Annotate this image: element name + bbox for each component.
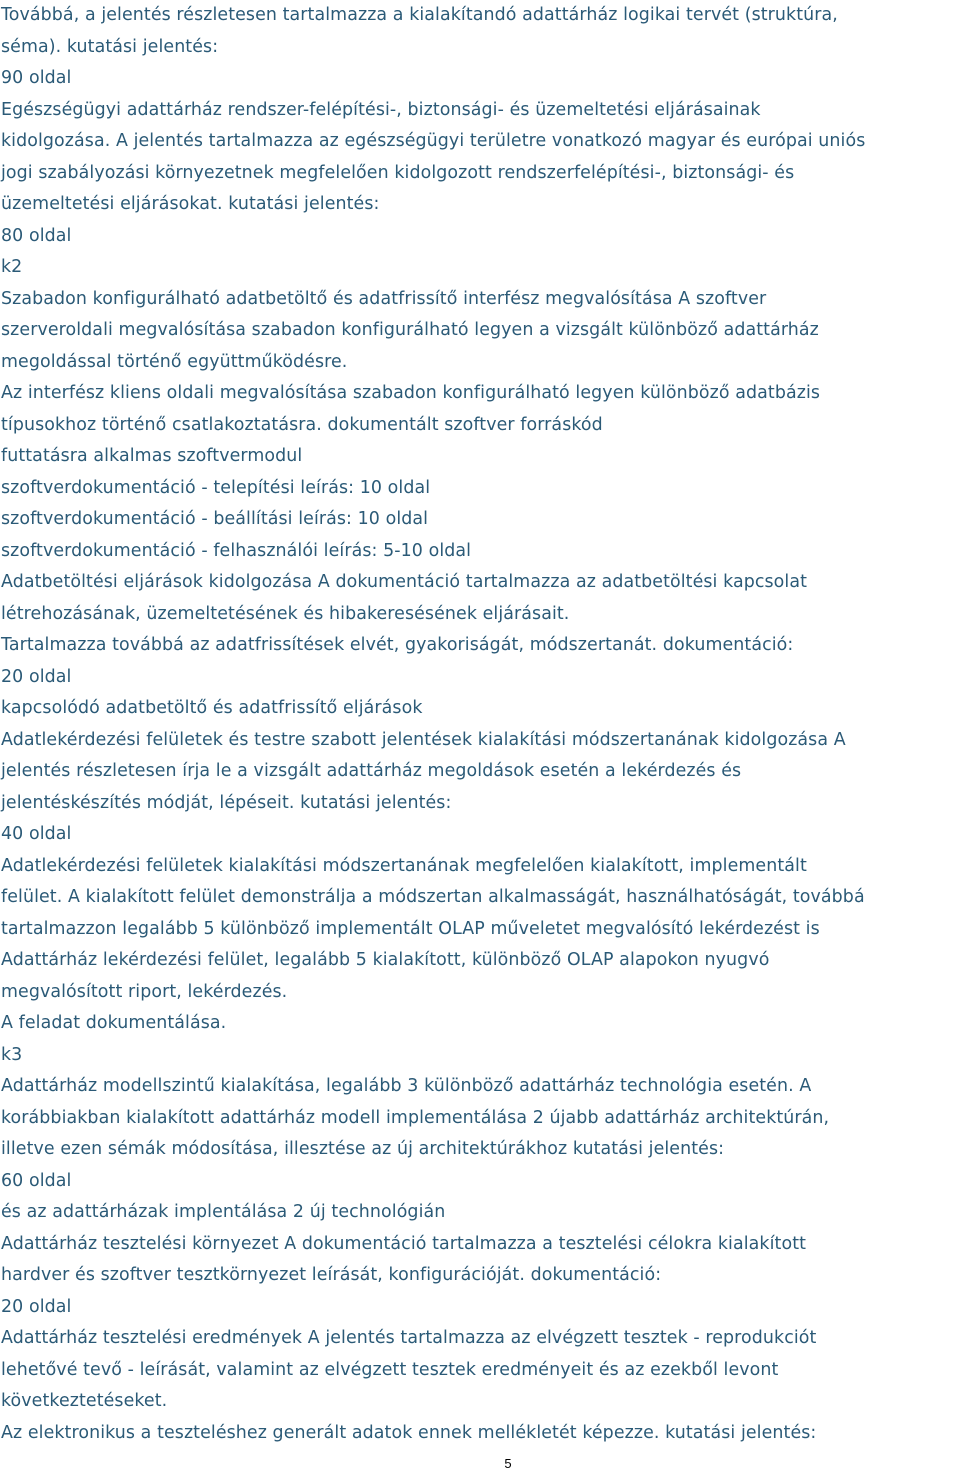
body-text: Továbbá, a jelentés részletesen tartalmazza a kialakítandó adattárház logikai tervét (struktúra, séma). kutatási jelentés: 90 oldal Egészségügyi adattárház rendszer-felépítési-, biztonsági- és üzemeltetési eljárásainak kidolgozása. A jelentés tartalmazza az egészségügyi területre vonatkozó magyar és európai uniós jogi szabályozási környezetnek megfelelően kidolgozott rendszerfelépítési-, biztonsági- és üzemeltetési eljárásokat. kutatási jelentés: 80 oldal k2 Szabadon konfigurálható adatbetöltő és adatfrissítő interfész megvalósítása A szoftver szerveroldali megvalósítása szabadon konfigurálható legyen a vizsgált különböző adattárház megoldással történő együttműködésre. Az interfész kliens oldali megvalósítása szabadon konfigurálható legyen különböző adatbázis típusokhoz történő csatlakoztatásra. dokumentált szoftver forráskód futtatásra alkalmas szoftvermodul szoftverdokumentáció - telepítési leírás: 10 oldal szoftverdokumentáció - beállítási leírás: 10 oldal szoftverdokumentáció - felhasználói leírás: 5-10 oldal Adatbetöltési eljárások kidolgozása A dokumentáció tartalmazza az adatbetöltési kapcsolat létrehozásának, üzemeltetésének és hibakeresésének eljárásait. Tartalmazza továbbá az adatfrissítések elvét, gyakoriságát, módszertanát. dokumentáció: 20 oldal kapcsolódó adatbetöltő és adatfrissítő eljárások Adatlekérdezési felületek és testre szabott jelentések kialakítási módszertanának kidolgozása A jelentés részletesen írja le a vizsgált adattárház megoldások esetén a lekérdezés és jelentéskészítés módját, lépéseit. kutatási jelentés: 40 oldal Adatlekérdezési felületek kialakítási módszertanának megfelelően kialakított, implementált felület. A kialakított felület demonstrálja a módszertan alkalmasságát, használhatóságát, továbbá tartalmazzon legalább 5 különböző implementált OLAP műveletet megvalósító lekérdezést is Adattárház lekérdezési felület, legalább 5 kialakított, különböző OLAP alapokon nyugvó megvalósított riport, lekérdezés. A feladat dokumentálása. k3 Adattárház modellszintű kialakítása, legalább 3 különböző adattárház technológia esetén. A korábbiakban kialakított adattárház modell implementálása 2 újabb adattárház architektúrán, illetve ezen sémák módosítása, illesztése az új architektúrákhoz kutatási jelentés: 60 oldal és az adattárházak implentálása 2 új technológián Adattárház tesztelési környezet A dokumentáció tartalmazza a tesztelési célokra kialakított hardver és szoftver tesztkörnyezet leírását, konfigurációját. dokumentáció: 20 oldal Adattárház tesztelési eredmények A jelentés tartalmazza az elvégzett tesztek - reprodukciót lehetővé tevő - leírását, valamint az elvégzett tesztek eredményeit és az ezekből levont következtetéseket. Az elektronikus a teszteléshez generált adatok ennek mellékletét képezze. kutatási jelentés: (1, 5, 866, 1443)
page-number: 5 (504, 1456, 512, 1471)
